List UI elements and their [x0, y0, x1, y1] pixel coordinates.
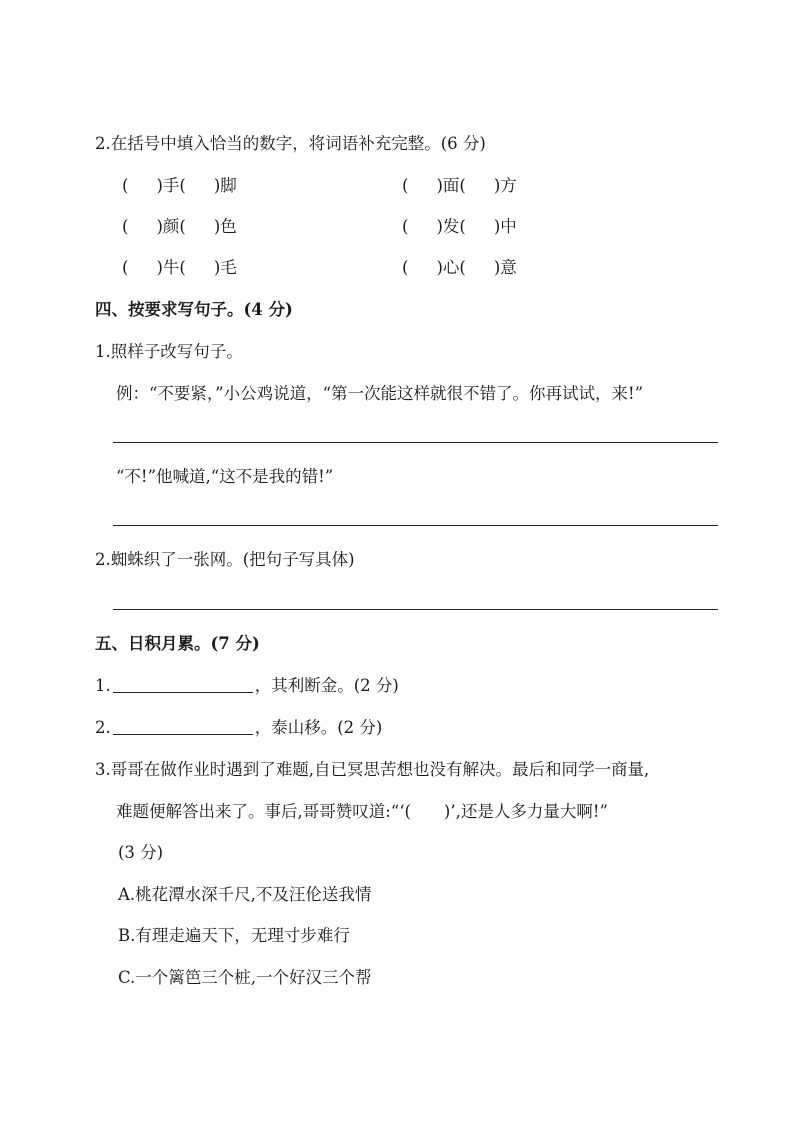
- idiom-row-1-left: ( )手( )脚: [122, 176, 237, 195]
- section-5-item-3-line-1: 3.哥哥在做作业时遇到了难题,自已冥思苦想也没有解决。最后和同学一商量,: [95, 760, 650, 779]
- idiom-char: 发: [442, 217, 460, 236]
- idiom-char: 面: [442, 176, 460, 195]
- answer-line[interactable]: [113, 442, 718, 443]
- idiom-char: 脚: [220, 176, 237, 195]
- idiom-char: 牛: [162, 258, 180, 277]
- question-2-title: 2.在括号中填入恰当的数字，将词语补充完整。(6 分): [95, 134, 486, 153]
- idiom-char: 中: [500, 217, 517, 236]
- fill-blank[interactable]: [113, 676, 253, 693]
- idiom-char: 方: [500, 176, 517, 195]
- idiom-row-1-right: ( )面( )方: [402, 176, 517, 195]
- option-c: C.一个篱笆三个桩,一个好汉三个帮: [118, 968, 372, 987]
- section-4-q1-sentence: “不!”他喊道,“这不是我的错!”: [116, 467, 334, 486]
- section-5-item-3-line-2: 难题便解答出来了。事后,哥哥赞叹道:“‘( )’,还是人多力量大啊!”: [116, 802, 608, 821]
- section-5-item-3-score: (3 分): [118, 843, 164, 862]
- idiom-row-2-left: ( )颜( )色: [122, 217, 237, 236]
- option-b: B.有理走遍天下，无理寸步难行: [118, 926, 350, 945]
- section-4-q1-example: 例：“不要紧，”小公鸡说道，“第一次能这样就很不错了。你再试试，来!”: [116, 384, 644, 403]
- option-a: A.桃花潭水深千尺,不及汪伦送我情: [118, 885, 372, 904]
- idiom-row-3-left: ( )牛( )毛: [122, 258, 237, 277]
- idiom-char: 毛: [220, 258, 237, 277]
- idiom-char: 心: [442, 258, 460, 277]
- idiom-row-3-right: ( )心( )意: [402, 258, 517, 277]
- idiom-char: 手: [162, 176, 180, 195]
- section-5-item-1: 1. ，其利断金。(2 分): [95, 676, 399, 695]
- section-5-heading: 五、日积月累。(7 分): [95, 634, 260, 653]
- idiom-char: 意: [500, 258, 517, 277]
- fill-blank[interactable]: [113, 718, 253, 735]
- idiom-char: 颜: [162, 217, 180, 236]
- section-5-item-2: 2. ，泰山移。(2 分): [95, 718, 383, 737]
- section-4-q2-title: 2.蜘蛛织了一张网。(把句子写具体): [95, 550, 355, 569]
- section-4-heading: 四、按要求写句子。(4 分): [95, 300, 293, 319]
- section-4-q1-title: 1.照样子改写句子。: [95, 342, 243, 361]
- answer-line[interactable]: [113, 609, 718, 610]
- idiom-row-2-right: ( )发( )中: [402, 217, 517, 236]
- answer-line[interactable]: [113, 525, 718, 526]
- idiom-char: 色: [220, 217, 237, 236]
